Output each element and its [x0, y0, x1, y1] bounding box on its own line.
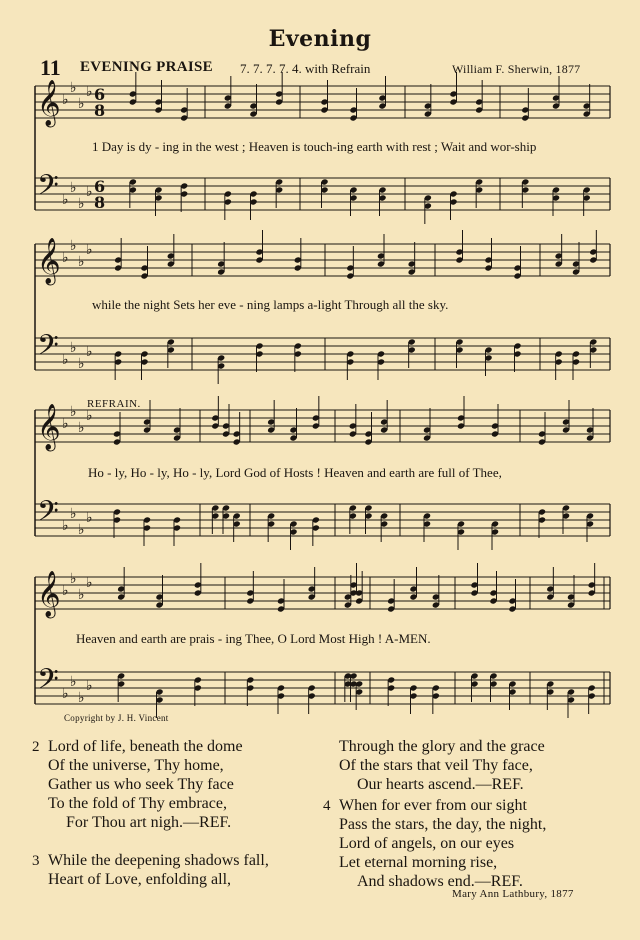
- flat-icon: ♭: [78, 690, 85, 706]
- flat-icon: ♭: [62, 686, 69, 702]
- flat-icon: ♭: [70, 674, 77, 690]
- stanza-3-continued: [339, 737, 545, 794]
- stanza-line: Pass the stars, the day, the night,: [339, 816, 547, 833]
- flat-icon: ♭: [86, 678, 93, 694]
- stanza-line: Of the universe, Thy home,: [48, 757, 224, 774]
- lyric-line-3: Ho - ly, Ho - ly, Ho - ly, Lord God of Hosts ! Heaven and earth are full of Thee,: [88, 465, 502, 480]
- page-heading: Evening: [268, 26, 372, 52]
- stanza-line: To the fold of Thy embrace,: [48, 795, 227, 812]
- flat-icon: ♭: [78, 420, 85, 436]
- stanza-3: [32, 851, 269, 889]
- stanza-line: And shadows end.—REF.: [357, 873, 523, 890]
- flat-icon: ♭: [70, 340, 77, 356]
- bass-clef-icon: 𝄢: [37, 329, 59, 369]
- flat-icon: ♭: [86, 344, 93, 360]
- stanza-line: While the deepening shadows fall,: [48, 852, 269, 869]
- flat-icon: ♭: [70, 404, 77, 420]
- flat-icon: ♭: [78, 356, 85, 372]
- flat-icon: ♭: [86, 184, 93, 200]
- flat-icon: ♭: [70, 238, 77, 254]
- lyric-line-4: Heaven and earth are prais - ing Thee, O Lord Most High ! A-MEN.: [76, 631, 431, 646]
- flat-icon: ♭: [62, 250, 69, 266]
- stanza-line: Lord of angels, on our eyes: [339, 835, 515, 852]
- hymn-meter: 7. 7. 7. 7. 4. with Refrain: [240, 61, 371, 76]
- refrain-label: REFRAIN.: [87, 398, 141, 410]
- stanza-number: 4: [323, 798, 331, 814]
- text-author-credit: Mary Ann Lathbury, 1877: [452, 888, 574, 900]
- flat-icon: ♭: [62, 352, 69, 368]
- time-signature: 8: [94, 101, 106, 120]
- flat-icon: ♭: [78, 254, 85, 270]
- stanza-line: Let eternal morning rise,: [339, 854, 498, 871]
- time-signature: 8: [94, 193, 106, 212]
- stanza-number: 2: [32, 739, 40, 755]
- flat-icon: ♭: [62, 92, 69, 108]
- stanza-line: Of the stars that veil Thy face,: [339, 757, 533, 774]
- flat-icon: ♭: [62, 416, 69, 432]
- treble-clef-icon: 𝄞: [37, 80, 61, 126]
- flat-icon: ♭: [86, 242, 93, 258]
- flat-icon: ♭: [70, 180, 77, 196]
- flat-icon: ♭: [78, 196, 85, 212]
- flat-icon: ♭: [70, 80, 77, 96]
- bass-clef-icon: 𝄢: [37, 169, 59, 209]
- stanza-4: [323, 796, 547, 891]
- flat-icon: ♭: [70, 506, 77, 522]
- treble-clef-icon: 𝄞: [37, 238, 61, 284]
- stanza-number: 3: [32, 853, 40, 869]
- treble-clef-icon: 𝄞: [37, 404, 61, 450]
- lyric-line-2: while the night Sets her eve - ning lamps a-light Through all the sky.: [92, 297, 449, 312]
- flat-icon: ♭: [86, 84, 93, 100]
- flat-icon: ♭: [86, 408, 93, 424]
- flat-icon: ♭: [62, 192, 69, 208]
- hymn-title: EVENING PRAISE: [80, 59, 213, 75]
- stanza-line: When for ever from our sight: [339, 797, 527, 814]
- stanza-line: Our hearts ascend.—REF.: [357, 776, 524, 793]
- stanza-line: Heart of Love, enfolding all,: [48, 871, 232, 888]
- hymn-number: 11: [40, 55, 61, 80]
- stanza-line: Through the glory and the grace: [339, 738, 545, 755]
- stanza-line: Lord of life, beneath the dome: [48, 738, 243, 755]
- flat-icon: ♭: [78, 587, 85, 603]
- flat-icon: ♭: [70, 571, 77, 587]
- lyric-line-1: 1 Day is dy - ing in the west ; Heaven is touch-ing earth with rest ; Wait and wor-ship: [92, 139, 537, 154]
- bass-clef-icon: 𝄢: [37, 495, 59, 535]
- stanza-line: Gather us who seek Thy face: [48, 776, 234, 793]
- flat-icon: ♭: [86, 510, 93, 526]
- treble-clef-icon: 𝄞: [37, 571, 61, 617]
- flat-icon: ♭: [86, 575, 93, 591]
- copyright-notice: Copyright by J. H. Vincent: [64, 713, 169, 723]
- time-signature: 6: [94, 177, 106, 196]
- stanza-2: [32, 737, 243, 832]
- flat-icon: ♭: [78, 522, 85, 538]
- stanza-line: For Thou art nigh.—REF.: [66, 814, 232, 831]
- composer-credit: William F. Sherwin, 1877: [452, 62, 581, 76]
- bass-clef-icon: 𝄢: [37, 663, 59, 703]
- flat-icon: ♭: [78, 96, 85, 112]
- flat-icon: ♭: [62, 518, 69, 534]
- flat-icon: ♭: [62, 583, 69, 599]
- time-signature: 6: [94, 85, 106, 104]
